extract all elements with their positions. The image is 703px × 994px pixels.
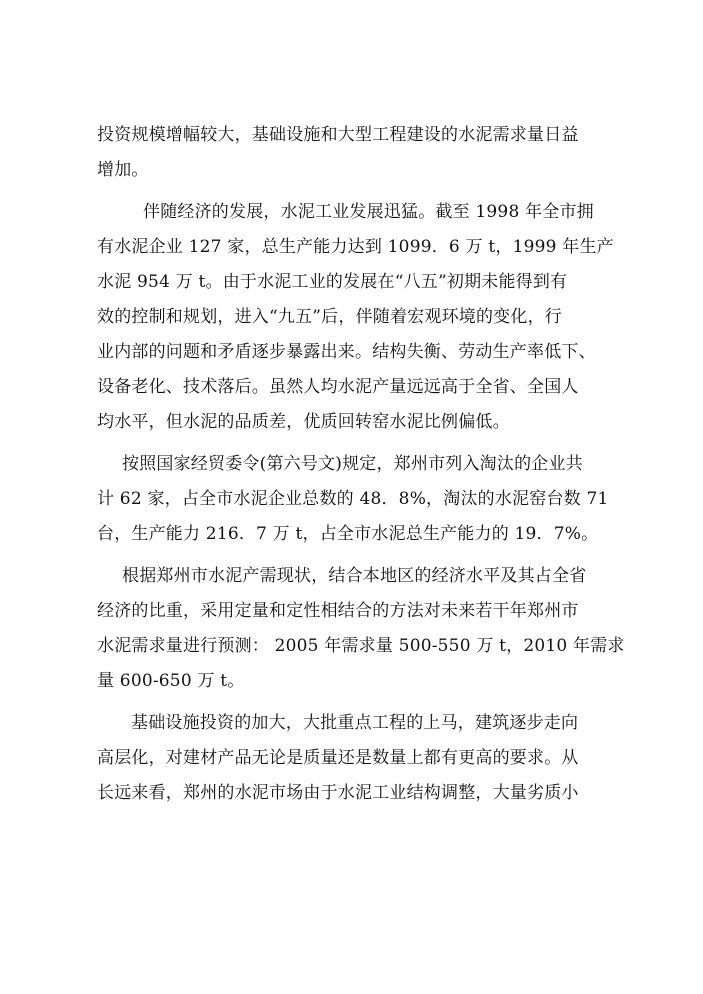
text-line: 增加。 [97,160,149,180]
text-line: 均水平，但水泥的品质差，优质回转窑水泥比例偏低。 [97,412,510,432]
text-line: 高层化，对建材产品无论是质量还是数量上都有更高的要求。从 [97,748,579,768]
paragraph-first-line: 根据郑州市水泥产需现状，结合本地区的经济水平及其占全省 [122,566,587,586]
text-line: 业内部的问题和矛盾逐步暴露出来。结构失衡、劳动生产率低下、 [97,342,596,362]
text-line: 有水泥企业 127 家，总生产能力达到 1099．6 万 t，1999 年生产 [97,237,614,257]
text-line: 水泥需求量进行预测： 2005 年需求量 500-550 万 t，2010 年需求 [97,636,625,656]
text-line: 量 600-650 万 t。 [97,671,245,691]
text-line: 计 62 家，占全市水泥企业总数的 48．8%，淘汰的水泥窑台数 71 [97,489,609,509]
text-line: 台，生产能力 216．7 万 t，占全市水泥总生产能力的 19．7%。 [97,524,599,544]
paragraph-first-line: 基础设施投资的加大，大批重点工程的上马，建筑逐步走向 [131,713,579,733]
text-line: 经济的比重，采用定量和定性相结合的方法对未来若干年郑州市 [97,601,579,621]
text-line: 投资规模增幅较大，基础设施和大型工程建设的水泥需求量日益 [97,125,579,145]
text-line: 效的控制和规划，进入“九五”后，伴随着宏观环境的变化，行 [97,307,562,327]
text-line: 水泥 954 万 t。由于水泥工业的发展在“八五”初期未能得到有 [97,272,568,292]
text-line: 长远来看，郑州的水泥市场由于水泥工业结构调整，大量劣质小 [97,783,579,803]
text-line: 设备老化、技术落后。虽然人均水泥产量远远高于全省、全国人 [97,377,579,397]
paragraph-first-line: 按照国家经贸委令(第六号文)规定，郑州市列入淘汰的企业共 [122,454,583,474]
paragraph-first-line: 伴随经济的发展，水泥工业发展迅猛。截至 1998 年全市拥 [143,202,594,222]
